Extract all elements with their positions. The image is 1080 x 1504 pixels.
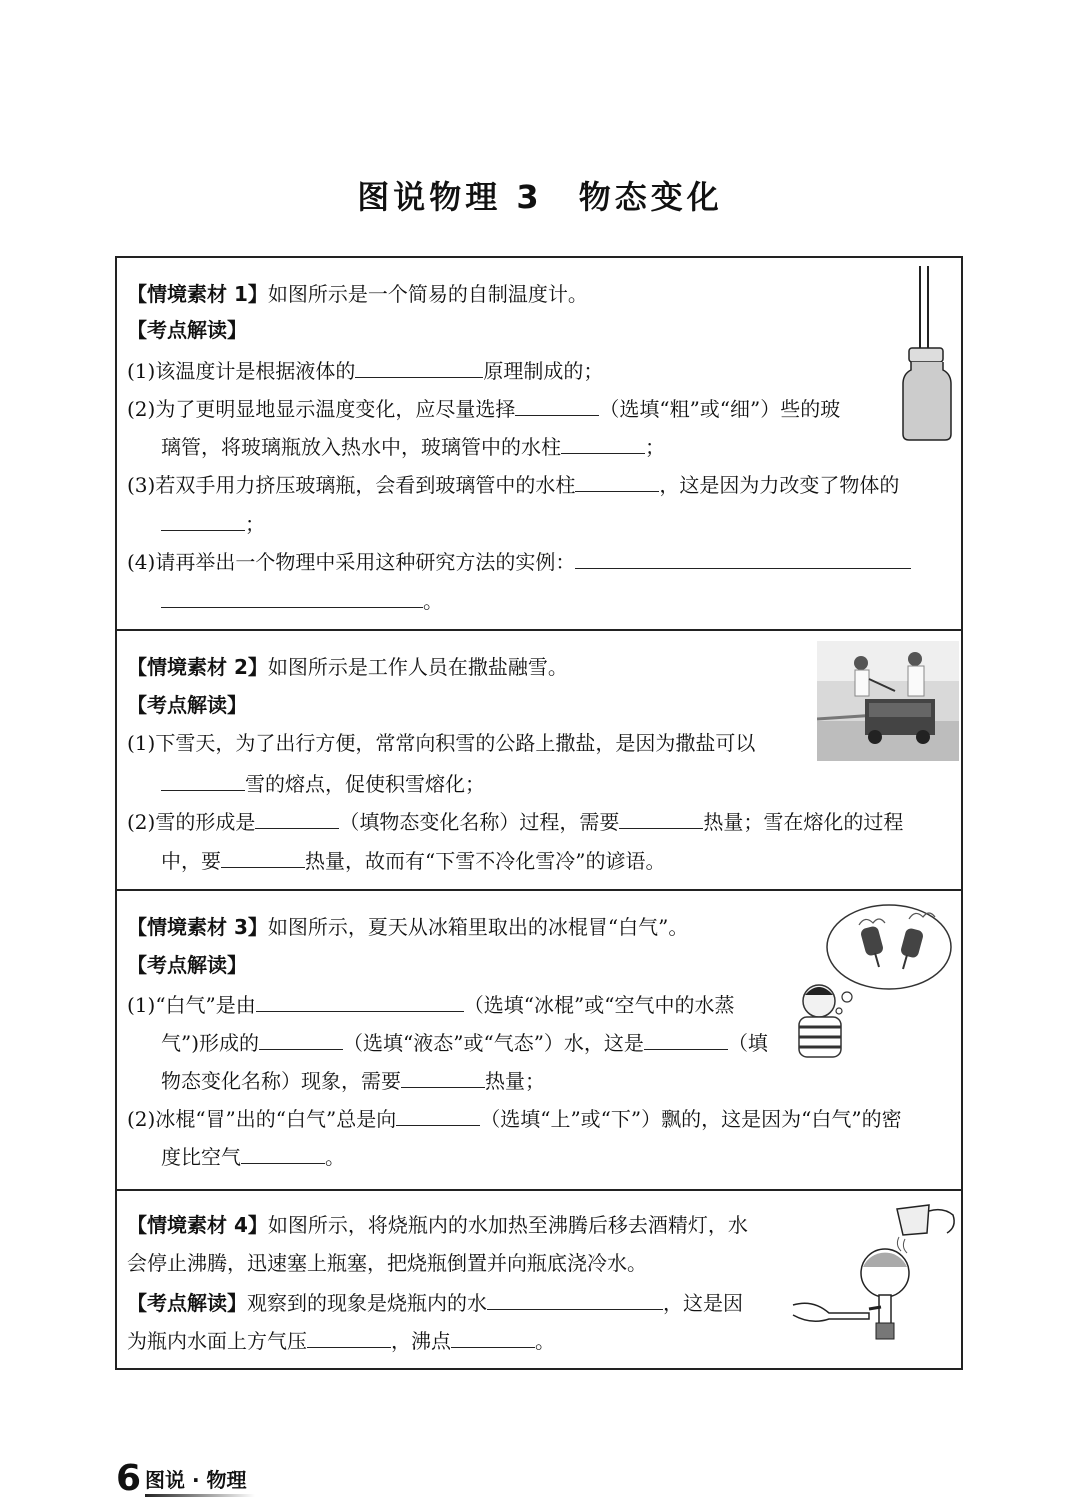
page-number: 6 <box>116 1458 142 1499</box>
section-2 <box>117 631 961 891</box>
answer-blank[interactable] <box>396 1103 480 1126</box>
answer-blank[interactable] <box>161 768 245 791</box>
s2-q1-text-b: 雪的熔点，促使积雪熔化； <box>245 772 485 796</box>
s4-q1-text-b: ，这是因 <box>663 1291 743 1315</box>
answer-blank[interactable] <box>575 469 659 492</box>
answer-blank[interactable] <box>515 393 599 416</box>
s1-q2-text-a: (2)为了更明显地显示温度变化，应尽量选择 <box>127 397 516 421</box>
section-4-intro-1: 如图所示，将烧瓶内的水加热至沸腾后移去酒精灯，水 <box>267 1213 748 1237</box>
section-3-head: 【情境素材 3】 <box>127 915 268 939</box>
s3-q2-text-b: （选填“上”或“下”）飘的，这是因为“白气”的密 <box>480 1107 902 1131</box>
s1-q3-text-c: ； <box>245 512 265 536</box>
s1-q4-text-b: 。 <box>423 589 443 613</box>
s4-q1-text-e: 。 <box>535 1329 555 1353</box>
answer-blank[interactable] <box>256 989 464 1012</box>
thermometer-bottle-illustration <box>897 266 957 441</box>
s3-q1-text-e: （填 <box>727 1031 768 1055</box>
s3-q1-text-f: 物态变化名称）现象，需要 <box>161 1069 401 1093</box>
s1-q2-text-c: 璃管，将玻璃瓶放入热水中，玻璃管中的水柱 <box>161 435 561 459</box>
answer-blank[interactable] <box>241 1141 325 1164</box>
s3-q2-text-a: (2)冰棍“冒”出的“白气”总是向 <box>127 1107 397 1131</box>
answer-blank[interactable] <box>161 508 245 531</box>
answer-blank[interactable] <box>401 1065 485 1088</box>
answer-blank[interactable] <box>221 845 305 868</box>
content-frame <box>115 256 963 1370</box>
answer-blank[interactable] <box>355 355 483 378</box>
s3-q1-text-a: (1)“白气”是由 <box>127 993 256 1017</box>
s4-q1-text-a: 观察到的现象是烧瓶内的水 <box>247 1291 487 1315</box>
section-2-kd: 【考点解读】 <box>127 693 247 717</box>
boy-ice-pop-illustration <box>789 901 959 1061</box>
s3-q2-text-c: 度比空气 <box>161 1145 241 1169</box>
s4-q1-text-d: ，沸点 <box>391 1329 451 1353</box>
section-1-intro: 如图所示是一个简易的自制温度计。 <box>267 282 588 306</box>
s4-q1-text-c: 为瓶内水面上方气压 <box>127 1329 307 1353</box>
answer-blank[interactable] <box>307 1325 391 1348</box>
section-4-kd: 【考点解读】 <box>127 1291 247 1315</box>
s1-q3-text-a: (3)若双手用力挤压玻璃瓶，会看到玻璃管中的水柱 <box>127 473 576 497</box>
s1-q4-text-a: (4)请再举出一个物理中采用这种研究方法的实例： <box>127 550 576 574</box>
answer-blank[interactable] <box>575 546 911 569</box>
answer-blank[interactable] <box>561 431 645 454</box>
salt-spreading-truck-photo <box>817 641 959 761</box>
s3-q1-text-c: 气”)形成的 <box>161 1031 260 1055</box>
inverted-flask-illustration <box>789 1197 961 1362</box>
s2-q2-text-b: （填物态变化名称）过程，需要 <box>339 810 620 834</box>
s1-q3-text-b: ，这是因为力改变了物体的 <box>659 473 900 497</box>
answer-blank[interactable] <box>644 1027 728 1050</box>
book-name: 图说 · 物理 <box>145 1468 247 1492</box>
s2-q2-text-a: (2)雪的形成是 <box>127 810 256 834</box>
section-1-kd: 【考点解读】 <box>127 318 247 342</box>
section-3-intro: 如图所示，夏天从冰箱里取出的冰棍冒“白气”。 <box>267 915 689 939</box>
section-2-intro: 如图所示是工作人员在撒盐融雪。 <box>267 655 568 679</box>
section-1-head: 【情境素材 1】 <box>127 282 268 306</box>
section-4-head: 【情境素材 4】 <box>127 1213 268 1237</box>
footer-rule <box>145 1494 255 1497</box>
answer-blank[interactable] <box>259 1027 343 1050</box>
s2-q2-text-d: 中，要 <box>161 849 221 873</box>
page-title: 图说物理 3 物态变化 <box>357 178 723 216</box>
s2-q2-text-e: 热量，故而有“下雪不冷化雪冷”的谚语。 <box>305 849 666 873</box>
s1-q2-text-b: （选填“粗”或“细”）些的玻 <box>599 397 841 421</box>
s2-q1-text-a: (1)下雪天，为了出行方便，常常向积雪的公路上撒盐，是因为撒盐可以 <box>127 731 756 755</box>
s3-q1-text-g: 热量； <box>485 1069 545 1093</box>
answer-blank[interactable] <box>619 806 703 829</box>
s1-q1-text-a: (1)该温度计是根据液体的 <box>127 359 356 383</box>
s1-q1-text-b: 原理制成的； <box>483 359 604 383</box>
section-3 <box>117 891 961 1191</box>
answer-blank[interactable] <box>487 1287 663 1310</box>
section-3-kd: 【考点解读】 <box>127 953 247 977</box>
s3-q1-text-b: （选填“冰棍”或“空气中的水蒸 <box>463 993 735 1017</box>
answer-blank[interactable] <box>161 585 423 608</box>
s3-q1-text-d: （选填“液态”或“气态”）水，这是 <box>343 1031 644 1055</box>
s3-q2-text-d: 。 <box>325 1145 345 1169</box>
answer-blank[interactable] <box>255 806 339 829</box>
section-2-head: 【情境素材 2】 <box>127 655 268 679</box>
section-4-intro-2: 会停止沸腾，迅速塞上瓶塞，把烧瓶倒置并向瓶底浇冷水。 <box>127 1251 647 1275</box>
section-1 <box>117 258 961 631</box>
s1-q2-text-d: ； <box>645 435 665 459</box>
section-4 <box>117 1191 961 1368</box>
s2-q2-text-c: 热量；雪在熔化的过程 <box>703 810 904 834</box>
answer-blank[interactable] <box>451 1325 535 1348</box>
